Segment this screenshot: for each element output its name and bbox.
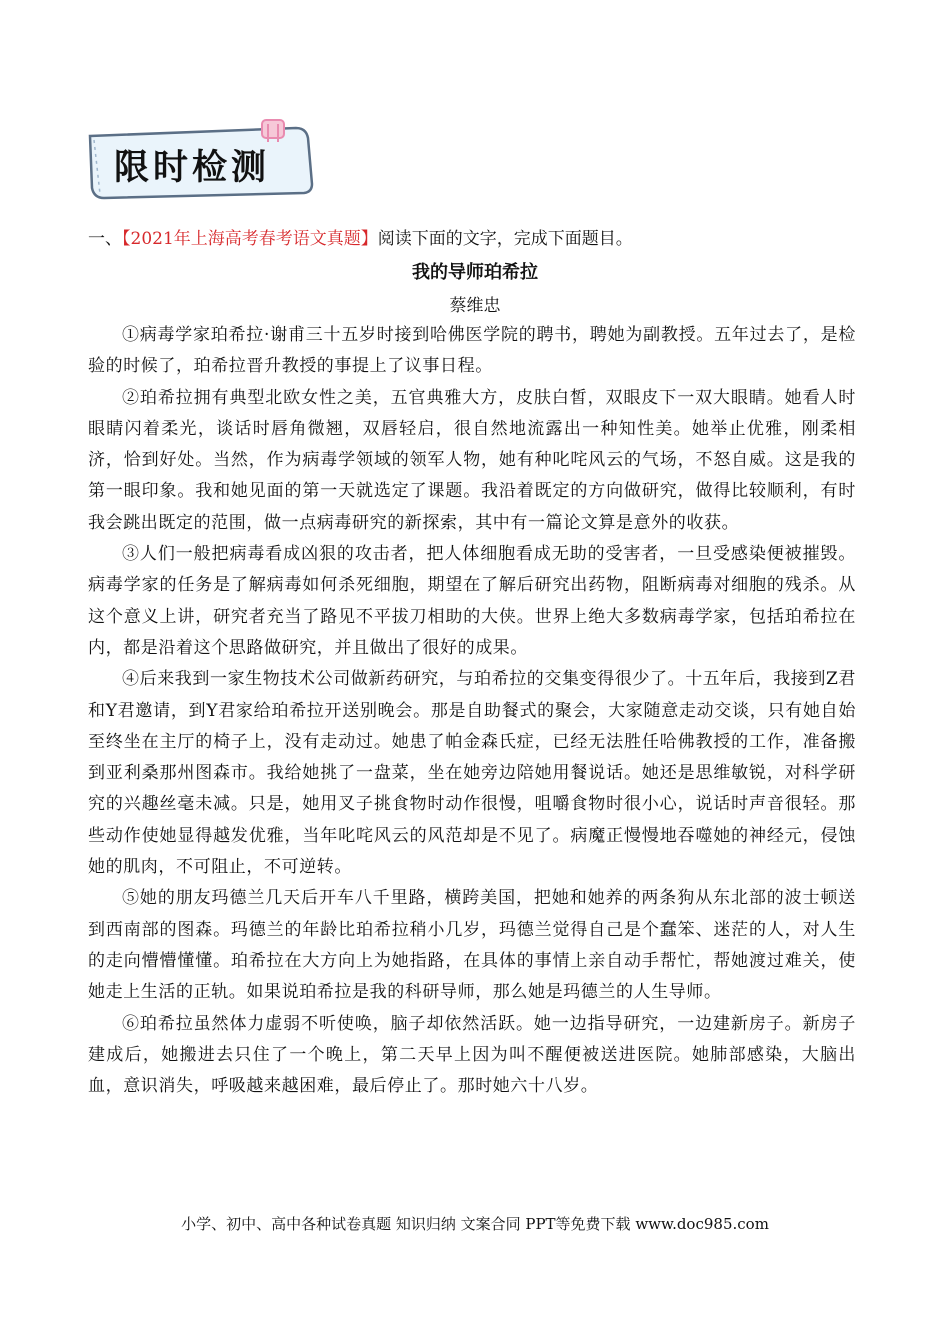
article-author: 蔡维忠 bbox=[449, 296, 501, 316]
question-source: 【2021年上海高考春考语文真题】 bbox=[122, 229, 378, 249]
paragraph-1: ①病毒学家珀希拉·谢甫三十五岁时接到哈佛医学院的聘书，聘她为副教授。五年过去了，是检验的时候了，珀希拉晋升教授的事提上了议事日程。 bbox=[88, 325, 856, 377]
paragraph-5: ⑤她的朋友玛德兰几天后开车八千里路，横跨美国，把她和她养的两条狗从东北部的波士顿送到西南部的图森。玛德兰的年龄比珀希拉稍小几岁，玛德兰觉得自己是个蠢笨、迷茫的人，对人生的走向懵懵懂懂。珀希拉在大方向上为她指路，在具体的事情上亲自动手帮忙，帮她渡过难关，使她走上生活的正轨。如果说珀希拉是我的科研导师，那么她是玛德兰的人生导师。 bbox=[88, 888, 856, 1003]
banner-title: 限时检测 bbox=[114, 148, 271, 188]
question-number: 一、 bbox=[88, 229, 122, 249]
paragraph-6: ⑥珀希拉虽然体力虚弱不听使唤，脑子却依然活跃。她一边指导研究，一边建新房子。新房子建成后，她搬进去只住了一个晚上，第二天早上因为叫不醒便被送进医院。她肺部感染，大脑出血，意识消失，呼吸越来越困难，最后停止了。那时她六十八岁。 bbox=[88, 1013, 856, 1097]
paragraph-2: ②珀希拉拥有典型北欧女性之美，五官典雅大方，皮肤白皙，双眼皮下一双大眼睛。她看人时眼睛闪着柔光，谈话时唇角微翘，双唇轻启，很自然地流露出一种知性美。她举止优雅，刚柔相济，恰到好处。当然，作为病毒学领域的领军人物，她有种叱咤风云的气场，不怒自威。这是我的第一眼印象。我和她见面的第一天就选定了课题。我沿着既定的方向做研究，做得比较顺利，有时我会跳出既定的范围，做一点病毒研究的新探索，其中有一篇论文算是意外的收获。 bbox=[88, 387, 856, 533]
article-body bbox=[88, 320, 856, 1102]
article-title: 我的导师珀希拉 bbox=[412, 262, 538, 283]
question-instruction: 阅读下面的文字，完成下面题目。 bbox=[377, 229, 633, 249]
paragraph-3: ③人们一般把病毒看成凶狠的攻击者，把人体细胞看成无助的受害者，一旦受感染便被摧毁。病毒学家的任务是了解病毒如何杀死细胞，期望在了解后研究出药物，阻断病毒对细胞的残杀。从这个意义上讲，研究者充当了路见不平拔刀相助的大侠。世界上绝大多数病毒学家，包括珀希拉在内，都是沿着这个思路做研究，并且做出了很好的成果。 bbox=[88, 544, 856, 658]
paragraph-4: ④后来我到一家生物技术公司做新药研究，与珀希拉的交集变得很少了。十五年后，我接到Z君和Y君邀请，到Y君家给珀希拉开送别晚会。那是自助餐式的聚会，大家随意走动交谈，只有她自始至终坐在主厅的椅子上，没有走动过。她患了帕金森氏症，已经无法胜任哈佛教授的工作，准备搬到亚利桑那州图森市。我给她挑了一盘菜，坐在她旁边陪她用餐说话。她还是思维敏锐，对科学研究的兴趣丝毫未减。只是，她用叉子挑食物时动作很慢，咀嚼食物时很小心，说话时声音很轻。那些动作使她显得越发优雅，当年叱咤风云的风范却是不见了。病魔正慢慢地吞噬她的神经元，侵蚀她的肌肉，不可阻止，不可逆转。 bbox=[88, 669, 857, 878]
page-footer: 小学、初中、高中各种试卷真题 知识归纳 文案合同 PPT等免费下载 www.doc985.com bbox=[181, 1215, 769, 1233]
question-header bbox=[88, 227, 633, 251]
section-banner bbox=[82, 118, 320, 202]
